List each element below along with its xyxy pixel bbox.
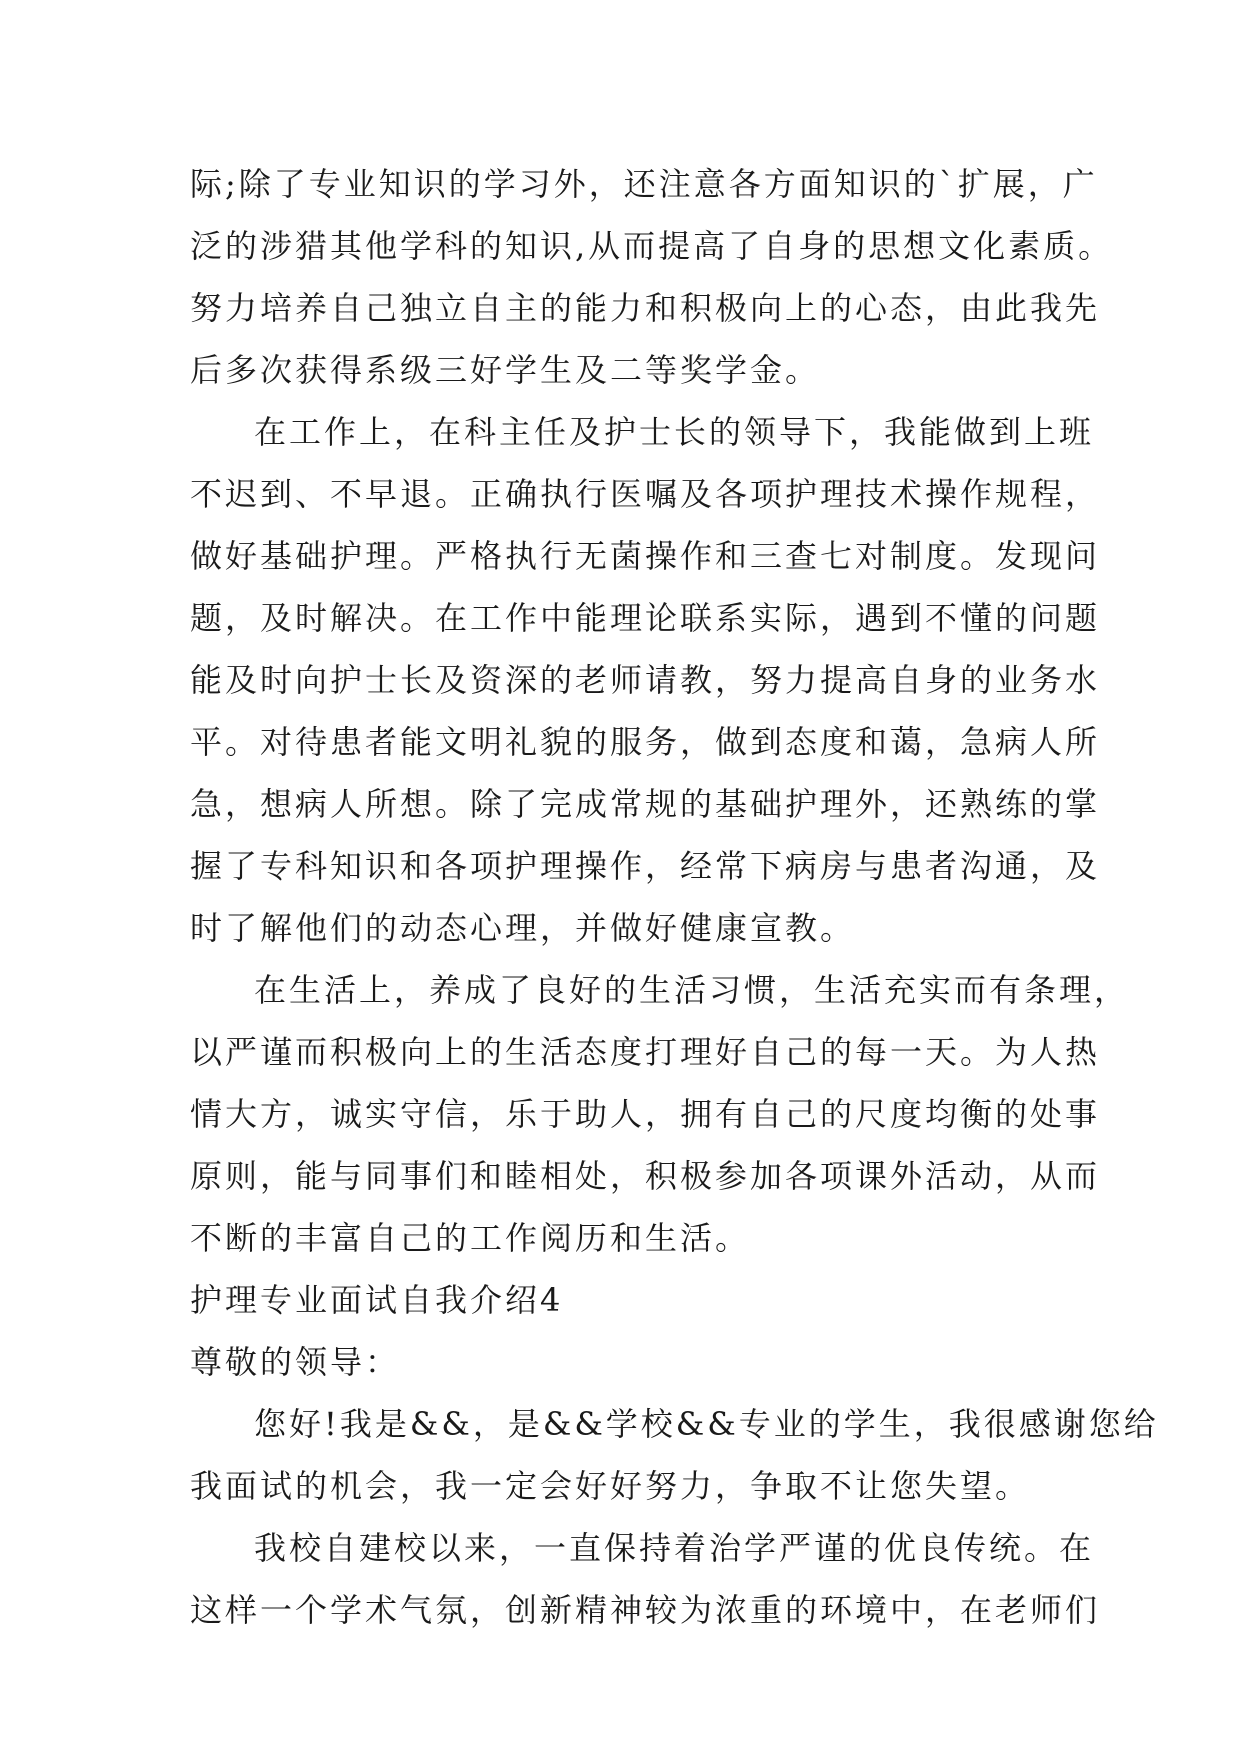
paragraph-line: 情大方，诚实守信，乐于助人，拥有自己的尺度均衡的处事 [190, 1095, 1101, 1133]
paragraph-line: 握了专科知识和各项护理操作，经常下病房与患者沟通，及 [190, 847, 1101, 885]
paragraph-line: 在生活上，养成了良好的生活习惯，生活充实而有条理， [254, 971, 1130, 1009]
paragraph-line: 做好基础护理。严格执行无菌操作和三查七对制度。发现问 [190, 537, 1101, 575]
paragraph-line: 泛的涉猎其他学科的知识,从而提高了自身的思想文化素质。 [190, 227, 1114, 265]
paragraph-line: 不断的丰富自己的工作阅历和生活。 [190, 1219, 751, 1257]
paragraph-line: 能及时向护士长及资深的老师请教，努力提高自身的业务水 [190, 661, 1101, 699]
paragraph-line: 努力培养自己独立自主的能力和积极向上的心态，由此我先 [190, 289, 1101, 327]
paragraph-line: 原则，能与同事们和睦相处，积极参加各项课外活动，从而 [190, 1157, 1101, 1195]
paragraph-line: 我校自建校以来，一直保持着治学严谨的优良传统。在 [254, 1529, 1095, 1567]
paragraph-line: 平。对待患者能文明礼貌的服务，做到态度和蔼，急病人所 [190, 723, 1101, 761]
paragraph-line: 您好!我是&&，是&&学校&&专业的学生，我很感谢您给 [254, 1405, 1159, 1443]
paragraph-line: 我面试的机会，我一定会好好努力，争取不让您失望。 [190, 1467, 1031, 1505]
paragraph-line: 际;除了专业知识的学习外，还注意各方面知识的`扩展，广 [190, 165, 1098, 203]
salutation: 尊敬的领导： [190, 1343, 401, 1381]
paragraph-line: 题，及时解决。在工作中能理论联系实际，遇到不懂的问题 [190, 599, 1101, 637]
paragraph-line: 以严谨而积极向上的生活态度打理好自己的每一天。为人热 [190, 1033, 1101, 1071]
paragraph-line: 这样一个学术气氛，创新精神较为浓重的环境中，在老师们 [190, 1591, 1101, 1629]
paragraph-line: 急，想病人所想。除了完成常规的基础护理外，还熟练的掌 [190, 785, 1101, 823]
paragraph-line: 时了解他们的动态心理，并做好健康宣教。 [190, 909, 856, 947]
paragraph-line: 后多次获得系级三好学生及二等奖学金。 [190, 351, 821, 389]
paragraph-line: 在工作上，在科主任及护士长的领导下，我能做到上班 [254, 413, 1095, 451]
paragraph-line: 不迟到、不早退。正确执行医嘱及各项护理技术操作规程， [190, 475, 1101, 513]
section-heading: 护理专业面试自我介绍4 [190, 1281, 564, 1319]
